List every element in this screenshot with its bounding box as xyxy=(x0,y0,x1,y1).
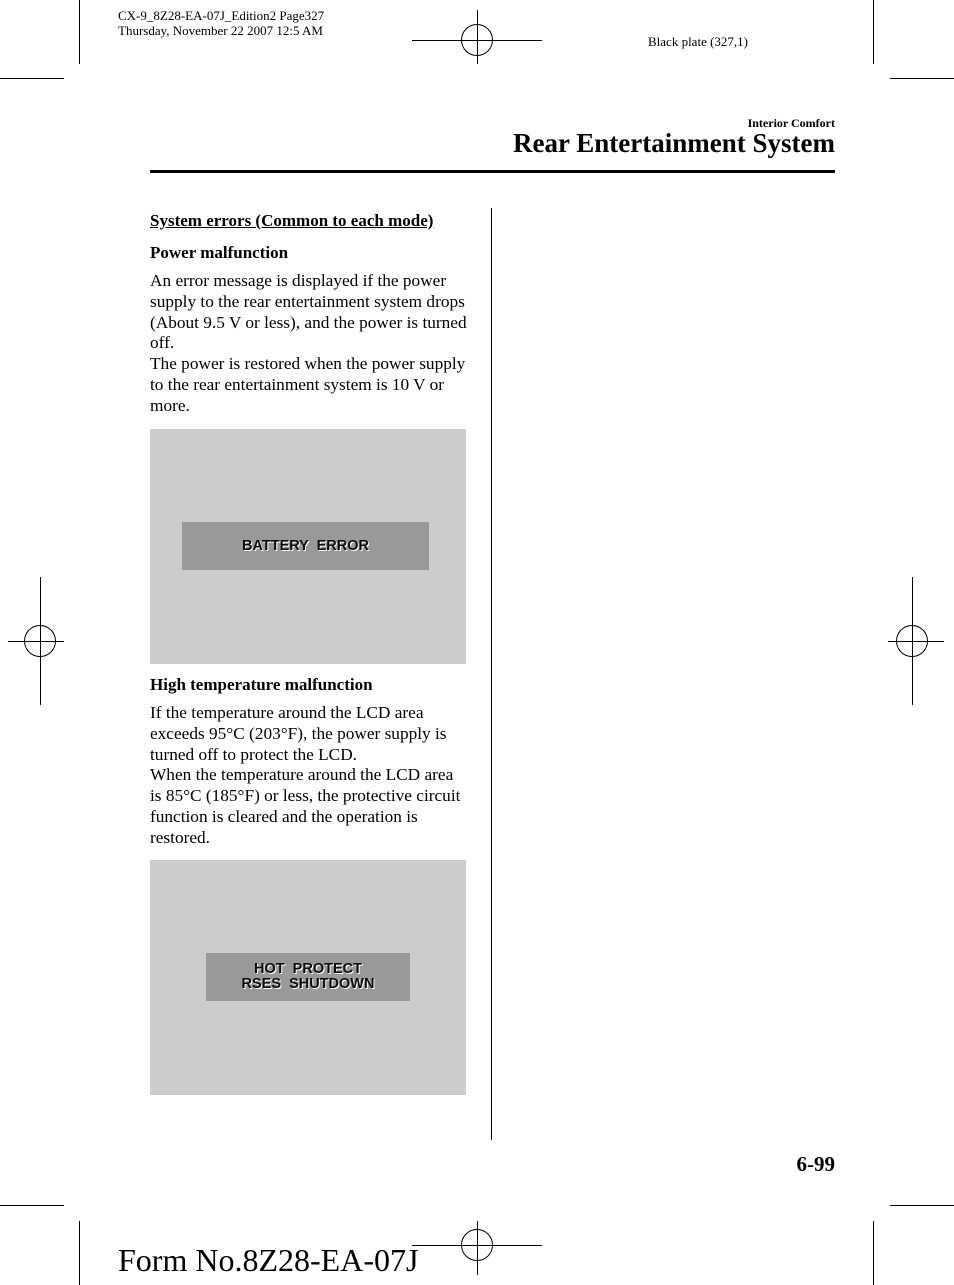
paragraph: If the temperature around the LCD area exceeds 95°C (203°F), the power supply is turned off to protect the LCD. xyxy=(150,703,447,764)
page-title: Rear Entertainment System xyxy=(513,128,835,158)
form-number: Form No.8Z28-EA-07J xyxy=(118,1242,419,1278)
registration-circle xyxy=(461,1229,493,1261)
crop-mark xyxy=(890,78,954,79)
crop-mark xyxy=(79,0,80,64)
power-malfunction-text xyxy=(150,271,468,417)
power-malfunction-heading: Power malfunction xyxy=(150,243,289,262)
title-rule xyxy=(150,170,835,173)
high-temperature-heading: High temperature malfunction xyxy=(150,675,373,694)
registration-circle xyxy=(896,625,928,657)
paragraph: The power is restored when the power supply to the rear entertainment system is 10 V or more. xyxy=(150,354,466,415)
error-message-line: RSES SHUTDOWN xyxy=(241,976,375,992)
print-info xyxy=(118,8,324,38)
plate-info: Black plate (327,1) xyxy=(648,34,748,49)
registration-circle xyxy=(461,24,493,56)
column-divider xyxy=(491,208,492,1140)
error-message-line: HOT PROTECT xyxy=(254,961,362,977)
crop-mark xyxy=(0,78,64,79)
paragraph: When the temperature around the LCD area is 85°C (185°F) or less, the protective circuit function is cleared and the operation is restored. xyxy=(150,765,461,847)
print-info-line1: CX-9_8Z28-EA-07J_Edition2 Page327 xyxy=(118,8,325,23)
page-number: 6-99 xyxy=(796,1152,835,1176)
section-label: Interior Comfort xyxy=(747,116,835,130)
error-message-line: BATTERY ERROR xyxy=(241,537,370,554)
high-temperature-text xyxy=(150,703,468,849)
error-message-box xyxy=(182,522,429,570)
registration-circle xyxy=(24,625,56,657)
crop-mark xyxy=(890,1205,954,1206)
paragraph: An error message is displayed if the power supply to the rear entertainment system drops (About 9.5 V or less), and the power is turned off. xyxy=(150,271,467,353)
section-heading: System errors (Common to each mode) xyxy=(150,211,434,230)
print-info-line2: Thursday, November 22 2007 12:5 AM xyxy=(118,23,323,38)
error-message-box xyxy=(206,953,410,1001)
crop-mark xyxy=(873,0,874,64)
crop-mark xyxy=(0,1205,64,1206)
hot-protect-screen xyxy=(150,860,466,1095)
crop-mark xyxy=(79,1221,80,1285)
crop-mark xyxy=(873,1221,874,1285)
battery-error-screen xyxy=(150,429,466,664)
